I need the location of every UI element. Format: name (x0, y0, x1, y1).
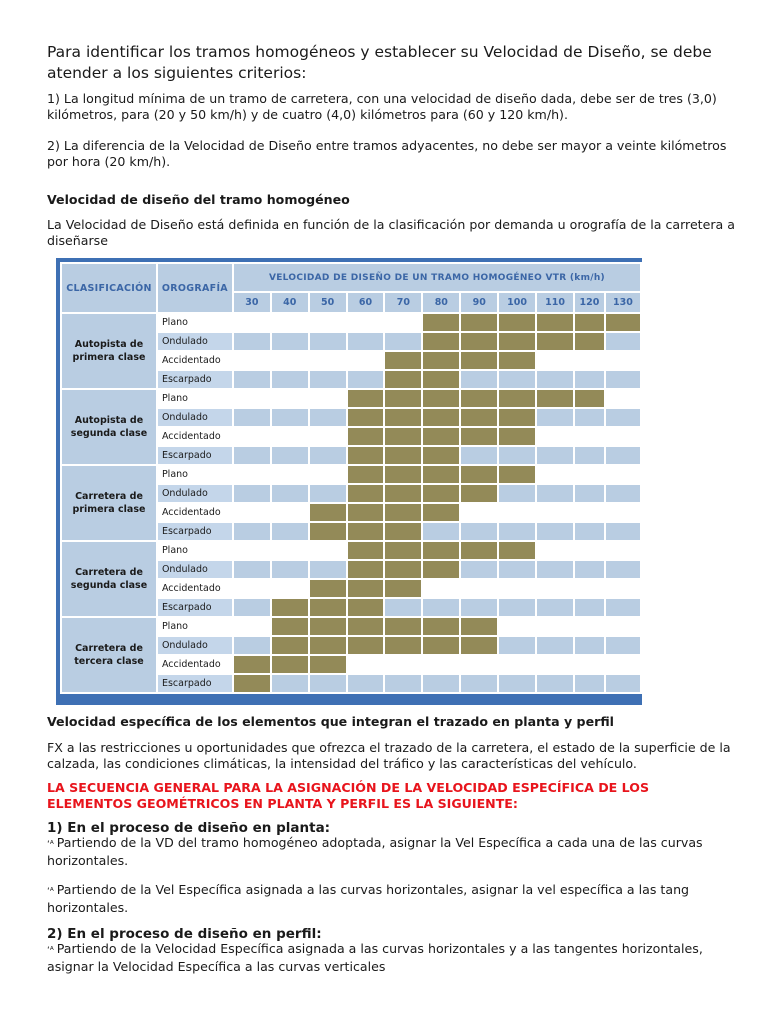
speed-cell (537, 618, 573, 635)
allowed-speed-cell (310, 637, 346, 654)
speed-cell (234, 390, 270, 407)
allowed-speed-cell (272, 637, 308, 654)
speed-cell (272, 485, 308, 502)
speed-header-100: 100 (499, 293, 535, 312)
speed-cell (234, 637, 270, 654)
speed-cell (537, 447, 573, 464)
step-2-bullet-1-text: Partiendo de la Velocidad Específica asignada a las curvas horizontales y a las tangentes horizontales, asignar la Velocidad Específica a las curvas verticales (47, 941, 703, 974)
speed-cell (272, 466, 308, 483)
bullet-icon: ʻᴬ (47, 946, 54, 956)
allowed-speed-cell (575, 333, 604, 350)
speed-cell (310, 352, 346, 369)
speed-cell (272, 428, 308, 445)
speed-cell (348, 371, 384, 388)
speed-cell (606, 599, 640, 616)
step-1-bullet-1 (47, 835, 737, 869)
allowed-speed-cell (310, 599, 346, 616)
classification-cell: Carretera de tercera clase (62, 618, 156, 692)
terrain-cell: Plano (158, 542, 232, 559)
speed-cell (310, 485, 346, 502)
allowed-speed-cell (461, 409, 497, 426)
speed-cell (310, 675, 346, 692)
speed-cell (272, 314, 308, 331)
header-clasificacion: CLASIFICACIÓN (62, 264, 156, 312)
speed-cell (385, 599, 421, 616)
allowed-speed-cell (385, 409, 421, 426)
allowed-speed-cell (348, 390, 384, 407)
speed-cell (272, 333, 308, 350)
terrain-cell: Accidentado (158, 504, 232, 521)
speed-cell (385, 314, 421, 331)
speed-cell (606, 352, 640, 369)
speed-cell (310, 390, 346, 407)
allowed-speed-cell (348, 504, 384, 521)
speed-cell (575, 523, 604, 540)
speed-cell (575, 656, 604, 673)
speed-cell (234, 485, 270, 502)
table-row (62, 314, 640, 331)
allowed-speed-cell (310, 580, 346, 597)
speed-cell (606, 485, 640, 502)
speed-cell (575, 561, 604, 578)
allowed-speed-cell (348, 580, 384, 597)
speed-cell (461, 561, 497, 578)
speed-cell (575, 371, 604, 388)
allowed-speed-cell (461, 352, 497, 369)
speed-cell (348, 333, 384, 350)
allowed-speed-cell (385, 352, 421, 369)
allowed-speed-cell (461, 314, 497, 331)
allowed-speed-cell (499, 352, 535, 369)
section-2-text: FX a las restricciones u oportunidades que ofrezca el trazado de la carretera, el estado de la superficie de la calzada, las condiciones climáticas, la intensidad del tráfico y las características del vehículo. (47, 740, 731, 771)
speed-cell (499, 580, 535, 597)
bullet-icon: ʻᴬ (47, 840, 54, 850)
allowed-speed-cell (348, 637, 384, 654)
speed-header-90: 90 (461, 293, 497, 312)
speed-cell (575, 428, 604, 445)
allowed-speed-cell (310, 656, 346, 673)
speed-cell (234, 599, 270, 616)
speed-cell (272, 504, 308, 521)
speed-cell (575, 675, 604, 692)
speed-cell (234, 542, 270, 559)
speed-header-60: 60 (348, 293, 384, 312)
allowed-speed-cell (423, 542, 459, 559)
speed-cell (575, 504, 604, 521)
allowed-speed-cell (499, 542, 535, 559)
allowed-speed-cell (385, 485, 421, 502)
speed-cell (423, 675, 459, 692)
terrain-cell: Ondulado (158, 561, 232, 578)
speed-cell (272, 580, 308, 597)
speed-cell (606, 580, 640, 597)
speed-cell (606, 618, 640, 635)
speed-cell (310, 428, 346, 445)
speed-cell (423, 580, 459, 597)
speed-cell (537, 523, 573, 540)
speed-cell (234, 409, 270, 426)
allowed-speed-cell (272, 599, 308, 616)
terrain-cell: Escarpado (158, 523, 232, 540)
allowed-speed-cell (423, 352, 459, 369)
allowed-speed-cell (423, 428, 459, 445)
speed-cell (537, 485, 573, 502)
table-row (62, 466, 640, 483)
classification-cell: Carretera de primera clase (62, 466, 156, 540)
allowed-speed-cell (272, 656, 308, 673)
allowed-speed-cell (385, 371, 421, 388)
speed-cell (606, 390, 640, 407)
allowed-speed-cell (499, 390, 535, 407)
speed-cell (575, 618, 604, 635)
allowed-speed-cell (537, 390, 573, 407)
speed-cell (606, 675, 640, 692)
speed-cell (606, 656, 640, 673)
speed-header-70: 70 (385, 293, 421, 312)
step-1-heading: 1) En el proceso de diseño en planta: (47, 820, 331, 836)
speed-cell (385, 333, 421, 350)
speed-cell (606, 542, 640, 559)
step-2-bullet-1 (47, 941, 737, 975)
speed-cell (575, 637, 604, 654)
speed-cell (461, 675, 497, 692)
speed-cell (234, 447, 270, 464)
speed-cell (310, 333, 346, 350)
speed-cell (575, 542, 604, 559)
speed-cell (423, 599, 459, 616)
allowed-speed-cell (234, 675, 270, 692)
speed-cell (537, 352, 573, 369)
speed-cell (537, 599, 573, 616)
speed-cell (423, 656, 459, 673)
criterion-2: 2) La diferencia de la Velocidad de Diseño entre tramos adyacentes, no debe ser mayor a veinte kilómetros por hora (20 km/h). (47, 138, 727, 169)
allowed-speed-cell (385, 637, 421, 654)
speed-cell (385, 675, 421, 692)
allowed-speed-cell (234, 656, 270, 673)
allowed-speed-cell (423, 466, 459, 483)
speed-cell (606, 504, 640, 521)
speed-cell (234, 561, 270, 578)
allowed-speed-cell (423, 485, 459, 502)
allowed-speed-cell (385, 390, 421, 407)
speed-header-110: 110 (537, 293, 573, 312)
allowed-speed-cell (385, 447, 421, 464)
speed-cell (499, 561, 535, 578)
speed-cell (499, 637, 535, 654)
speed-cell (575, 352, 604, 369)
speed-cell (575, 409, 604, 426)
terrain-cell: Accidentado (158, 428, 232, 445)
terrain-cell: Plano (158, 314, 232, 331)
design-speed-table (56, 258, 642, 705)
allowed-speed-cell (348, 466, 384, 483)
terrain-cell: Escarpado (158, 447, 232, 464)
speed-cell (606, 447, 640, 464)
sequence-heading: LA SECUENCIA GENERAL PARA LA ASIGNACIÓN DE LA VELOCIDAD ESPECÍFICA DE LOS ELEMENTOS GEOMÉTRICOS EN PLANTA Y PERFIL ES LA SIGUIENTE: (47, 780, 650, 811)
bullet-icon: ʻᴬ (47, 887, 54, 897)
allowed-speed-cell (461, 542, 497, 559)
speed-cell (234, 371, 270, 388)
speed-cell (234, 580, 270, 597)
classification-cell: Carretera de segunda clase (62, 542, 156, 616)
speed-cell (537, 466, 573, 483)
allowed-speed-cell (348, 561, 384, 578)
speed-cell (537, 561, 573, 578)
speed-cell (234, 333, 270, 350)
speed-header-30: 30 (234, 293, 270, 312)
table-row (62, 542, 640, 559)
speed-cell (499, 371, 535, 388)
allowed-speed-cell (385, 466, 421, 483)
speed-cell (348, 314, 384, 331)
terrain-cell: Escarpado (158, 599, 232, 616)
speed-cell (461, 599, 497, 616)
speed-cell (606, 371, 640, 388)
allowed-speed-cell (461, 618, 497, 635)
speed-cell (461, 447, 497, 464)
allowed-speed-cell (499, 466, 535, 483)
speed-cell (272, 371, 308, 388)
speed-cell (499, 618, 535, 635)
allowed-speed-cell (423, 618, 459, 635)
speed-cell (272, 542, 308, 559)
speed-cell (272, 352, 308, 369)
speed-cell (310, 371, 346, 388)
speed-cell (461, 580, 497, 597)
header-orografia: OROGRAFÍA (158, 264, 232, 312)
step-1-bullet-2-text: Partiendo de la Vel Específica asignada a las curvas horizontales, asignar la vel específica a las tang horizontales. (47, 882, 690, 915)
table-row (62, 390, 640, 407)
speed-cell (348, 656, 384, 673)
section-1-heading: Velocidad de diseño del tramo homogéneo (47, 192, 350, 207)
speed-cell (461, 656, 497, 673)
allowed-speed-cell (499, 314, 535, 331)
allowed-speed-cell (423, 637, 459, 654)
allowed-speed-cell (461, 428, 497, 445)
speed-cell (272, 447, 308, 464)
intro-paragraph: Para identificar los tramos homogéneos y establecer su Velocidad de Diseño, se debe atender a los siguientes criterios: (47, 43, 712, 82)
terrain-cell: Ondulado (158, 485, 232, 502)
terrain-cell: Plano (158, 618, 232, 635)
allowed-speed-cell (423, 447, 459, 464)
speed-cell (499, 485, 535, 502)
speed-cell (537, 580, 573, 597)
allowed-speed-cell (385, 428, 421, 445)
speed-cell (272, 409, 308, 426)
speed-cell (537, 409, 573, 426)
allowed-speed-cell (575, 314, 604, 331)
speed-cell (461, 504, 497, 521)
allowed-speed-cell (272, 618, 308, 635)
terrain-cell: Escarpado (158, 675, 232, 692)
allowed-speed-cell (423, 314, 459, 331)
allowed-speed-cell (423, 390, 459, 407)
speed-cell (606, 466, 640, 483)
speed-cell (575, 466, 604, 483)
speed-cell (575, 447, 604, 464)
speed-cell (348, 352, 384, 369)
allowed-speed-cell (606, 314, 640, 331)
allowed-speed-cell (348, 409, 384, 426)
speed-header-130: 130 (606, 293, 640, 312)
allowed-speed-cell (575, 390, 604, 407)
table-row (62, 618, 640, 635)
speed-cell (234, 352, 270, 369)
terrain-cell: Accidentado (158, 580, 232, 597)
speed-header-80: 80 (423, 293, 459, 312)
allowed-speed-cell (348, 447, 384, 464)
speed-cell (499, 599, 535, 616)
speed-header-40: 40 (272, 293, 308, 312)
speed-cell (234, 466, 270, 483)
speed-cell (348, 675, 384, 692)
speed-cell (537, 542, 573, 559)
speed-cell (606, 523, 640, 540)
allowed-speed-cell (348, 599, 384, 616)
classification-cell: Autopista de segunda clase (62, 390, 156, 464)
speed-cell (461, 523, 497, 540)
speed-cell (272, 561, 308, 578)
speed-cell (272, 390, 308, 407)
speed-cell (575, 580, 604, 597)
allowed-speed-cell (423, 504, 459, 521)
speed-header-120: 120 (575, 293, 604, 312)
allowed-speed-cell (385, 542, 421, 559)
terrain-cell: Escarpado (158, 371, 232, 388)
step-1-bullet-1-text: Partiendo de la VD del tramo homogéneo adoptada, asignar la Vel Específica a cada una de las curvas horizontales. (47, 835, 703, 868)
criterion-1: 1) La longitud mínima de un tramo de carretera, con una velocidad de diseño dada, debe ser de tres (3,0) kilómetros, para (20 y 50 km/h) y de cuatro (4,0) kilómetros para (60 y 120 km/h). (47, 91, 717, 122)
speed-cell (423, 523, 459, 540)
speed-cell (310, 561, 346, 578)
terrain-cell: Accidentado (158, 352, 232, 369)
speed-cell (537, 428, 573, 445)
speed-cell (499, 675, 535, 692)
speed-cell (272, 523, 308, 540)
allowed-speed-cell (310, 504, 346, 521)
speed-cell (606, 561, 640, 578)
speed-header-50: 50 (310, 293, 346, 312)
speed-cell (606, 637, 640, 654)
speed-cell (234, 504, 270, 521)
speed-cell (499, 656, 535, 673)
allowed-speed-cell (461, 637, 497, 654)
allowed-speed-cell (461, 333, 497, 350)
speed-cell (537, 371, 573, 388)
allowed-speed-cell (348, 485, 384, 502)
allowed-speed-cell (423, 561, 459, 578)
allowed-speed-cell (461, 390, 497, 407)
speed-cell (310, 466, 346, 483)
speed-cell (499, 523, 535, 540)
speed-cell (537, 637, 573, 654)
allowed-speed-cell (310, 618, 346, 635)
step-1-bullet-2 (47, 882, 737, 916)
allowed-speed-cell (348, 542, 384, 559)
allowed-speed-cell (461, 485, 497, 502)
allowed-speed-cell (423, 409, 459, 426)
allowed-speed-cell (537, 314, 573, 331)
section-1-text: La Velocidad de Diseño está definida en función de la clasificación por demanda u orografía de la carretera a diseñarse (47, 217, 735, 248)
speed-cell (461, 371, 497, 388)
terrain-cell: Plano (158, 390, 232, 407)
design-speed-grid (60, 262, 642, 694)
allowed-speed-cell (423, 371, 459, 388)
allowed-speed-cell (537, 333, 573, 350)
speed-cell (310, 447, 346, 464)
step-2-heading: 2) En el proceso de diseño en perfil: (47, 926, 322, 942)
allowed-speed-cell (499, 409, 535, 426)
speed-cell (234, 618, 270, 635)
allowed-speed-cell (385, 561, 421, 578)
terrain-cell: Ondulado (158, 333, 232, 350)
header-speed-title: VELOCIDAD DE DISEÑO DE UN TRAMO HOMOGÉNEO VTR (km/h) (234, 264, 640, 291)
speed-cell (537, 675, 573, 692)
speed-cell (499, 504, 535, 521)
speed-cell (537, 504, 573, 521)
allowed-speed-cell (385, 523, 421, 540)
terrain-cell: Ondulado (158, 409, 232, 426)
allowed-speed-cell (385, 504, 421, 521)
terrain-cell: Ondulado (158, 637, 232, 654)
classification-cell: Autopista de primera clase (62, 314, 156, 388)
speed-cell (234, 428, 270, 445)
allowed-speed-cell (423, 333, 459, 350)
speed-cell (272, 675, 308, 692)
allowed-speed-cell (461, 466, 497, 483)
speed-cell (537, 656, 573, 673)
speed-cell (575, 599, 604, 616)
terrain-cell: Plano (158, 466, 232, 483)
allowed-speed-cell (385, 580, 421, 597)
allowed-speed-cell (499, 333, 535, 350)
allowed-speed-cell (348, 523, 384, 540)
section-2-heading: Velocidad específica de los elementos que integran el trazado en planta y perfil (47, 714, 614, 729)
speed-cell (606, 428, 640, 445)
allowed-speed-cell (499, 428, 535, 445)
allowed-speed-cell (385, 618, 421, 635)
speed-cell (310, 542, 346, 559)
speed-cell (310, 409, 346, 426)
allowed-speed-cell (348, 428, 384, 445)
speed-cell (606, 333, 640, 350)
allowed-speed-cell (310, 523, 346, 540)
speed-cell (310, 314, 346, 331)
speed-cell (606, 409, 640, 426)
speed-cell (385, 656, 421, 673)
speed-cell (234, 523, 270, 540)
speed-cell (234, 314, 270, 331)
speed-cell (575, 485, 604, 502)
allowed-speed-cell (348, 618, 384, 635)
terrain-cell: Accidentado (158, 656, 232, 673)
speed-cell (499, 447, 535, 464)
